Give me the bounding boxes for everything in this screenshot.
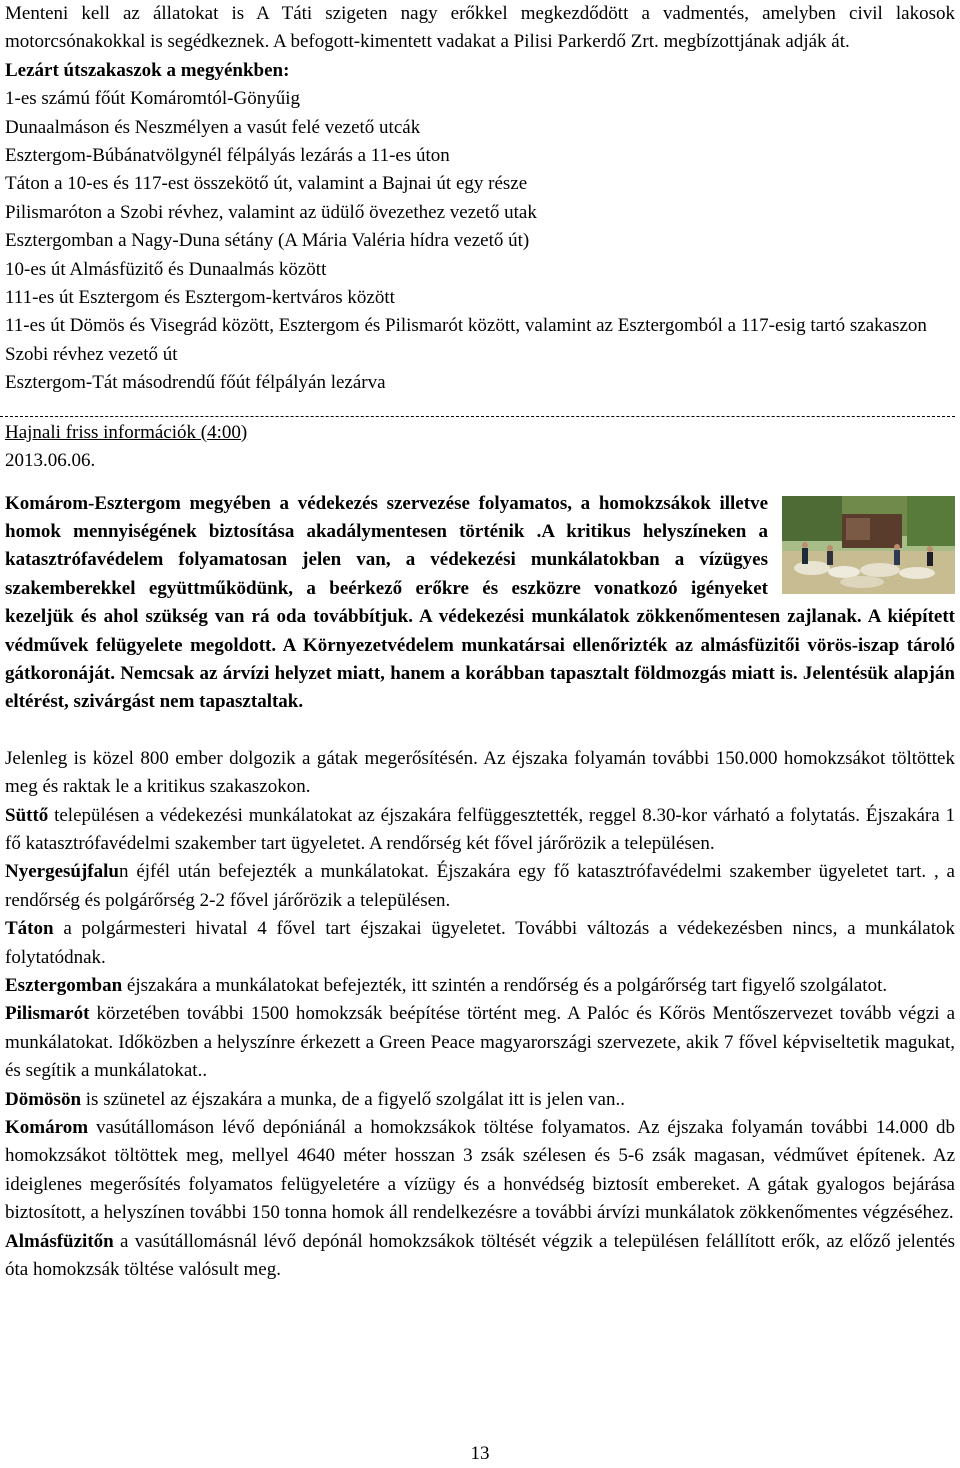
closures-heading: Lezárt útszakaszok a megyénkben: xyxy=(5,59,290,81)
place-name: Komárom xyxy=(5,1117,89,1139)
document-page xyxy=(5,0,955,1284)
closure-item: Táton a 10-es és 117-est összekötő út, valamint a Bajnai út egy része xyxy=(5,173,528,195)
place-name: Esztergomban xyxy=(5,975,123,996)
place-text: is szünetel az éjszakára a munka, de a figyelő szolgálat itt is jelen van.. xyxy=(81,1088,625,1110)
closure-item: 111-es út Esztergom és Esztergom-kertváros között xyxy=(5,287,395,309)
place-paragraph xyxy=(5,972,955,1000)
page-number: 13 xyxy=(470,1443,490,1464)
closure-item: Dunaalmáson és Neszmélyen a vasút felé vezető utcák xyxy=(5,116,421,138)
place-name: Táton xyxy=(5,918,54,940)
place-paragraph xyxy=(5,802,955,859)
update-heading: Hajnali friss információk (4:00) xyxy=(5,421,248,443)
place-text: körzetében további 1500 homokzsák beépítése történt meg. A Palóc és Kőrös Mentőszervezet tovább végzi a munkálatokat. Időközben a helyszínre érkezett a Green Peace magyarországi szervezete, akik 7 fővel képviseltetik magukat, és segítik a munkálatokat.. xyxy=(5,1003,955,1082)
place-paragraph xyxy=(5,1228,955,1285)
place-name: Süttő xyxy=(5,804,49,826)
flood-photo xyxy=(782,496,955,594)
place-name: Pilismarót xyxy=(5,1003,90,1025)
closure-item: Esztergom-Búbánatvölgynél félpályás lezárás a 11-es úton xyxy=(5,145,450,167)
place-text: a vasútállomásnál lévő depónál homokzsákok töltését végzik a településen felállított erők, az előző jelentés óta homokzsák töltése valósult meg. xyxy=(5,1230,955,1281)
place-text: éjszakára a munkálatokat befejezték, itt szintén a rendőrség és a polgárőrség tart figyelő szolgálatot. xyxy=(122,975,888,996)
place-name: Nyergesújfalu xyxy=(5,861,119,883)
place-name: Almásfüzitőn xyxy=(5,1230,114,1252)
closure-item: 1-es számú főút Komáromtól-Gönyűig xyxy=(5,88,300,110)
closures-list xyxy=(5,85,955,397)
place-text: n éjfél után befejezték a munkálatokat. Éjszakára egy fő katasztrófavédelmi szakember ügyeletet tart. , a rendőrség és polgárőrség 2-2 fővel járőrözik a településen. xyxy=(5,861,955,911)
general-paragraph: Jelenleg is közel 800 ember dolgozik a gátak megerősítésén. Az éjszaka folyamán további 150.000 homokzsákot töltöttek meg és raktak le a kritikus szakaszokon. xyxy=(5,747,955,798)
dashed-separator xyxy=(0,416,955,417)
update-date: 2013.06.06. xyxy=(5,450,96,472)
intro-paragraph: Menteni kell az állatokat is A Táti szigeten nagy erőkkel megkezdődött a vadmentés, amelyben civil lakosok motorcsónakokkal is segédkeznek. A befogott-kimentett vadakat a Pilisi Parkerdő Zrt. megbízottjának adják át. xyxy=(5,3,955,53)
place-paragraph xyxy=(5,915,955,972)
place-text: vasútállomáson lévő depóniánál a homokzsákok töltése folyamatos. Az éjszaka folyamán további 14.000 db homokzsákot töltöttek meg, mellyel 4640 méter hosszan 3 zsák szélesen és 5-6 zsák magasan, védművet építenek. Az ideiglenes megerősítés folyamatos felügyeletére a vízügy és a honvédség biztosít embereket. A gátak gyalogos bejárása biztosított, a helyszínen további 150 tonna homok áll rendelkezésre a további árvízi munkálatok zökkenőmentes végzéséhez. xyxy=(5,1117,955,1224)
closure-item: Esztergomban a Nagy-Duna sétány (A Mária Valéria hídra vezető út) xyxy=(5,230,530,252)
place-paragraph xyxy=(5,1086,955,1114)
update-bold-paragraph: Komárom-Esztergom megyében a védekezés szervezése folyamatos, a homokzsákok illetve homok mennyiségének biztosítása akadálymentesen történik .A kritikus helyszíneken a katasztrófavédelem folyamatosan jelen van, a védekezési munkálatokban a vízügyes szakemberekkel együttműködünk, a beérkező erőkre és eszközre vonatkozó igényeket kezeljük és ahol szükség van rá oda továbbítjuk. A védekezési munkálatok zökkenőmentesen zajlanak. A kiépített védművek felügyelete megoldott. A Környezetvédelem munkatársai ellenőrizték az almásfüzitői vörös-iszap tároló gátkoronáját. Nemcsak az árvízi helyzet miatt, hanem a korábban tapasztalt földmozgás miatt is. Jelentésük alapján eltérést, szivárgást nem tapasztaltak. xyxy=(5,492,955,713)
closure-item: 10-es út Almásfüzitő és Dunaalmás között xyxy=(5,258,327,280)
place-text: településen a védekezési munkálatokat az éjszakára felfüggesztették, reggel 8.30-kor várható a folytatás. Éjszakára 1 fő katasztrófavédelmi szakember tart ügyeletet. A rendőrség két fővel járőrözik a településen. xyxy=(5,804,955,854)
closure-item: Esztergom-Tát másodrendű főút félpályán lezárva xyxy=(5,372,386,394)
closure-item: Pilismaróton a Szobi révhez, valamint az üdülő övezethez vezető utak xyxy=(5,201,537,223)
place-paragraph xyxy=(5,1114,955,1228)
place-paragraph xyxy=(5,1000,955,1085)
closure-item: Szobi révhez vezető út xyxy=(5,343,178,365)
closure-item: 11-es út Dömös és Visegrád között, Esztergom és Pilismarót között, valamint az Esztergomból a 117-esig tartó szakaszon xyxy=(5,315,927,337)
place-paragraph xyxy=(5,858,955,915)
place-name: Dömösön xyxy=(5,1088,82,1110)
place-text: a polgármesteri hivatal 4 fővel tart éjszakai ügyeletet. További változás a védekezésben nincs, a munkálatok folytatódnak. xyxy=(5,918,955,968)
